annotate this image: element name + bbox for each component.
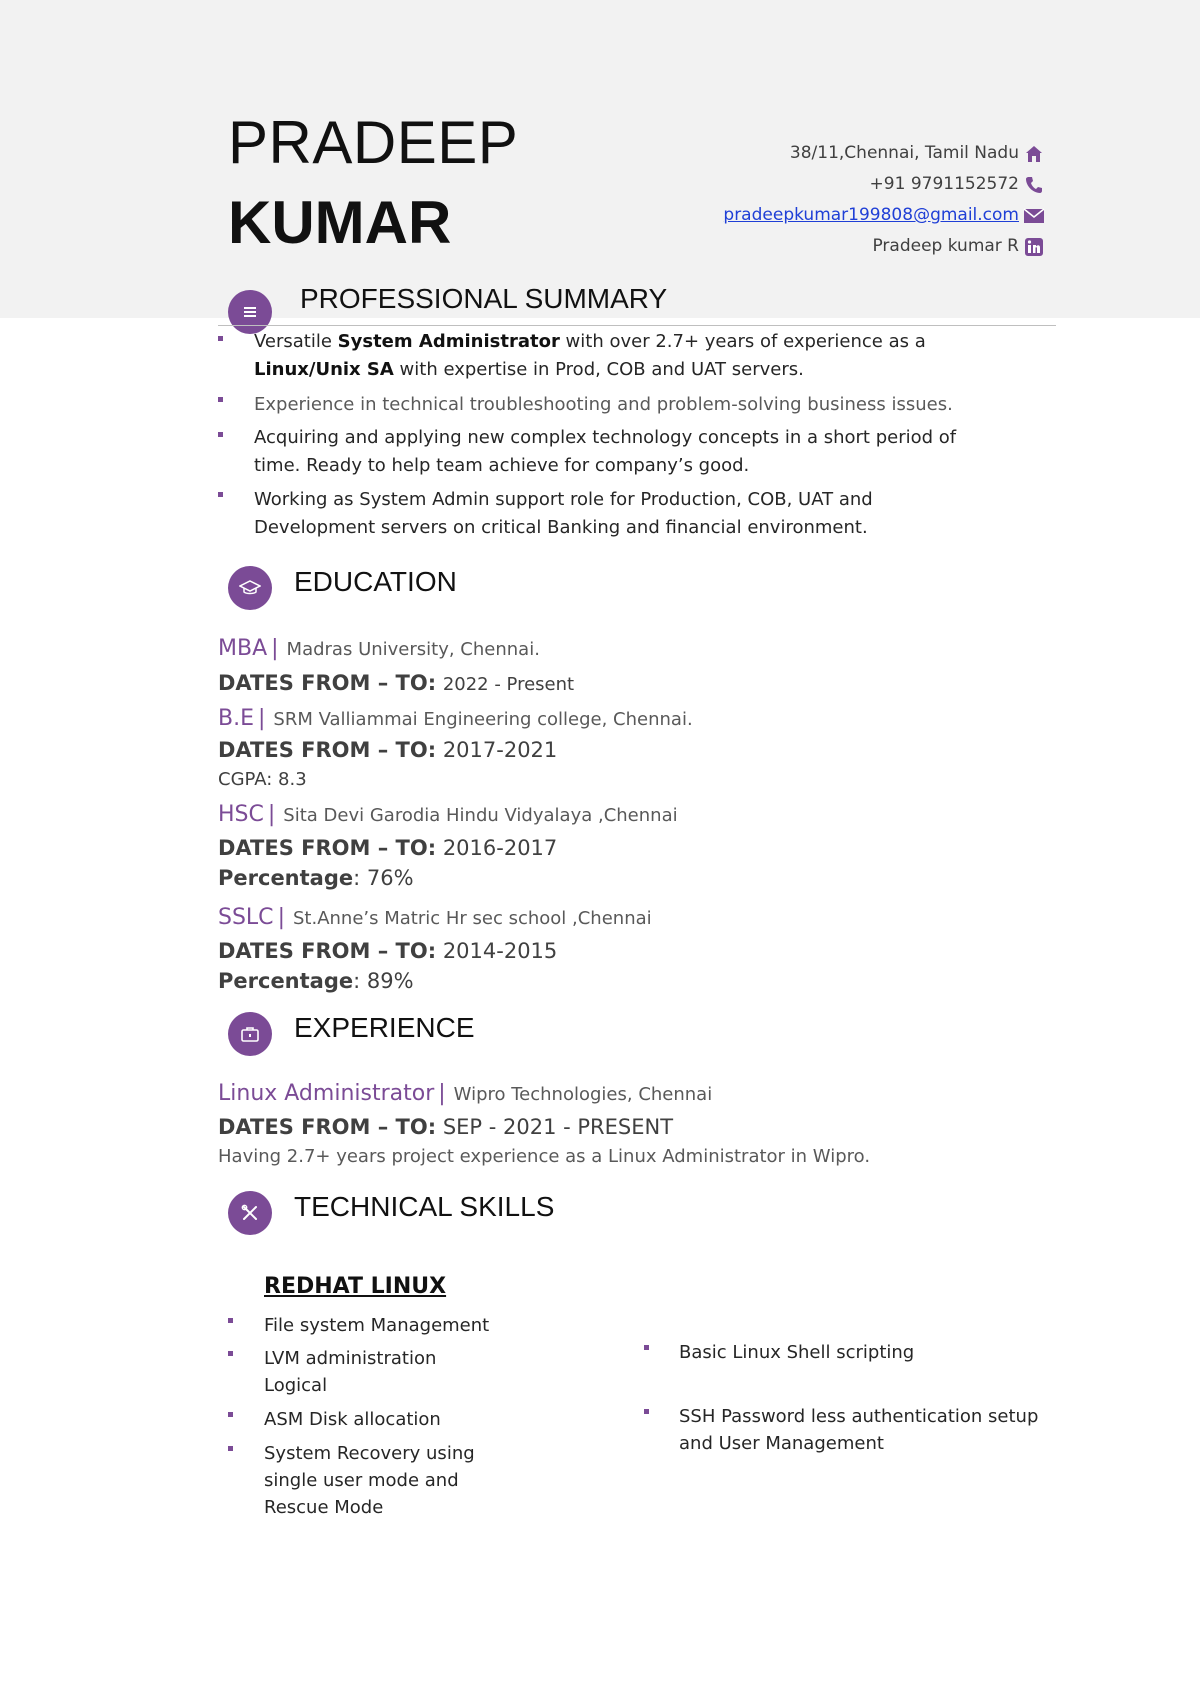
summary-b1-pre: Versatile bbox=[254, 331, 338, 352]
experience-role-line bbox=[218, 1081, 712, 1106]
bullet-marker bbox=[218, 397, 223, 402]
edu-separator: | bbox=[258, 706, 266, 731]
edu-be-dates bbox=[218, 738, 557, 762]
skill-left-3: ASM Disk allocation bbox=[264, 1409, 441, 1430]
edu-degree: MBA bbox=[218, 636, 268, 661]
summary-bullet-3: Acquiring and applying new complex technology concepts in a short period of time. Ready to help team achieve for company’s good. bbox=[254, 427, 957, 476]
edu-school: Madras University, Chennai. bbox=[286, 639, 540, 660]
education-title: EDUCATION bbox=[294, 566, 457, 597]
contact-block bbox=[723, 138, 1045, 262]
edu-school: SRM Valliammai Engineering college, Chennai. bbox=[273, 709, 693, 730]
dates-value: SEP - 2021 - PRESENT bbox=[442, 1115, 674, 1139]
bullet-marker bbox=[228, 1412, 233, 1417]
skill-left-2: LVM administration Logical bbox=[264, 1348, 437, 1396]
bullet-marker bbox=[644, 1409, 649, 1414]
cgpa-label: CGPA bbox=[218, 769, 267, 790]
edu-hsc bbox=[218, 802, 678, 827]
linkedin-text: Pradeep kumar R bbox=[872, 236, 1019, 256]
address-text: 38/11,Chennai, Tamil Nadu bbox=[789, 143, 1019, 163]
edu-degree: HSC bbox=[218, 802, 264, 827]
skills-heading: REDHAT LINUX bbox=[264, 1274, 447, 1299]
pct-label: Percentage bbox=[218, 866, 354, 890]
bullet-marker bbox=[644, 1345, 649, 1350]
summary-b1-bold2: Linux/Unix SA bbox=[254, 359, 394, 380]
edu-hsc-dates bbox=[218, 836, 557, 860]
address-row bbox=[723, 138, 1045, 169]
experience-dates bbox=[218, 1115, 673, 1139]
edu-be-cgpa: CGPA: 8.3 bbox=[218, 769, 307, 790]
summary-b1-mid: with over 2.7+ years of experience as a bbox=[559, 331, 926, 352]
dates-value: 2016-2017 bbox=[442, 836, 558, 860]
first-name: PRADEEP bbox=[228, 109, 519, 176]
bullet-marker bbox=[228, 1318, 233, 1323]
education-section-icon bbox=[228, 566, 272, 610]
email-row bbox=[723, 200, 1045, 231]
skills-title: TECHNICAL SKILLS bbox=[294, 1191, 555, 1222]
edu-mba-dates bbox=[218, 671, 574, 695]
graduation-cap-icon bbox=[239, 579, 261, 597]
edu-be bbox=[218, 706, 693, 731]
edu-school: St.Anne’s Matric Hr sec school ,Chennai bbox=[292, 908, 652, 929]
bullet-marker bbox=[218, 336, 223, 341]
phone-icon bbox=[1023, 174, 1045, 196]
edu-degree: SSLC bbox=[218, 905, 274, 930]
last-name: KUMAR bbox=[228, 189, 452, 256]
dates-value: 2014-2015 bbox=[442, 939, 558, 963]
edu-separator: | bbox=[271, 636, 279, 661]
experience-description: Having 2.7+ years project experience as a Linux Administrator in Wipro. bbox=[218, 1146, 871, 1167]
edu-degree: B.E bbox=[218, 706, 254, 731]
dates-label: DATES FROM – TO: bbox=[218, 738, 437, 762]
dates-value: 2022 - Present bbox=[442, 674, 575, 695]
skill-left-1: File system Management bbox=[264, 1315, 490, 1336]
edu-separator: | bbox=[438, 1081, 446, 1106]
skills-section-icon bbox=[228, 1191, 272, 1235]
bullet-marker bbox=[228, 1446, 233, 1451]
edu-sslc-dates bbox=[218, 939, 557, 963]
phone-text: +91 9791152572 bbox=[869, 174, 1019, 194]
edu-mba bbox=[218, 636, 540, 661]
skill-right-2: SSH Password less authentication setup and User Management bbox=[679, 1406, 1039, 1454]
bullet-marker bbox=[218, 492, 223, 497]
cgpa-value: 8.3 bbox=[278, 769, 307, 790]
skill-right-1: Basic Linux Shell scripting bbox=[679, 1342, 915, 1363]
bullet-marker bbox=[228, 1351, 233, 1356]
pct-label: Percentage bbox=[218, 969, 354, 993]
edu-separator: | bbox=[267, 802, 276, 827]
skill-left-4: System Recovery using single user mode and Rescue Mode bbox=[264, 1443, 475, 1518]
linkedin-icon bbox=[1023, 236, 1045, 258]
edu-school: Sita Devi Garodia Hindu Vidyalaya ,Chennai bbox=[283, 805, 678, 826]
summary-b1-post: with expertise in Prod, COB and UAT servers. bbox=[393, 359, 804, 380]
home-icon bbox=[1023, 143, 1045, 165]
mail-icon bbox=[1023, 205, 1045, 227]
dates-label: DATES FROM – TO: bbox=[218, 671, 437, 695]
email-link[interactable]: pradeepkumar199808@gmail.com bbox=[723, 205, 1019, 225]
experience-company: Wipro Technologies, Chennai bbox=[453, 1084, 713, 1105]
dates-label: DATES FROM – TO: bbox=[218, 836, 437, 860]
tools-icon bbox=[240, 1203, 260, 1223]
bullet-marker bbox=[218, 432, 223, 437]
experience-role: Linux Administrator bbox=[218, 1081, 435, 1106]
phone-row bbox=[723, 169, 1045, 200]
summary-b1-bold1: System Administrator bbox=[337, 331, 560, 352]
summary-divider bbox=[218, 325, 1056, 326]
dates-value: 2017-2021 bbox=[442, 738, 558, 762]
list-icon bbox=[240, 302, 260, 322]
dates-label: DATES FROM – TO: bbox=[218, 939, 437, 963]
edu-separator: | bbox=[277, 905, 285, 930]
pct-value: 89% bbox=[366, 969, 414, 993]
briefcase-icon bbox=[240, 1025, 260, 1043]
linkedin-row bbox=[723, 231, 1045, 262]
experience-title: EXPERIENCE bbox=[294, 1012, 475, 1043]
summary-bullet-1 bbox=[254, 328, 1024, 384]
edu-sslc bbox=[218, 905, 652, 930]
experience-section-icon bbox=[228, 1012, 272, 1056]
summary-title: PROFESSIONAL SUMMARY bbox=[300, 283, 668, 314]
summary-bullet-4: Working as System Admin support role for Production, COB, UAT and Development servers on critical Banking and financial environment. bbox=[254, 489, 873, 538]
edu-sslc-percentage: Percentage: 89% bbox=[218, 969, 414, 993]
dates-label: DATES FROM – TO: bbox=[218, 1115, 437, 1139]
pct-value: 76% bbox=[366, 866, 414, 890]
summary-bullet-2: Experience in technical troubleshooting and problem-solving business issues. bbox=[254, 394, 953, 415]
edu-hsc-percentage: Percentage: 76% bbox=[218, 866, 414, 890]
